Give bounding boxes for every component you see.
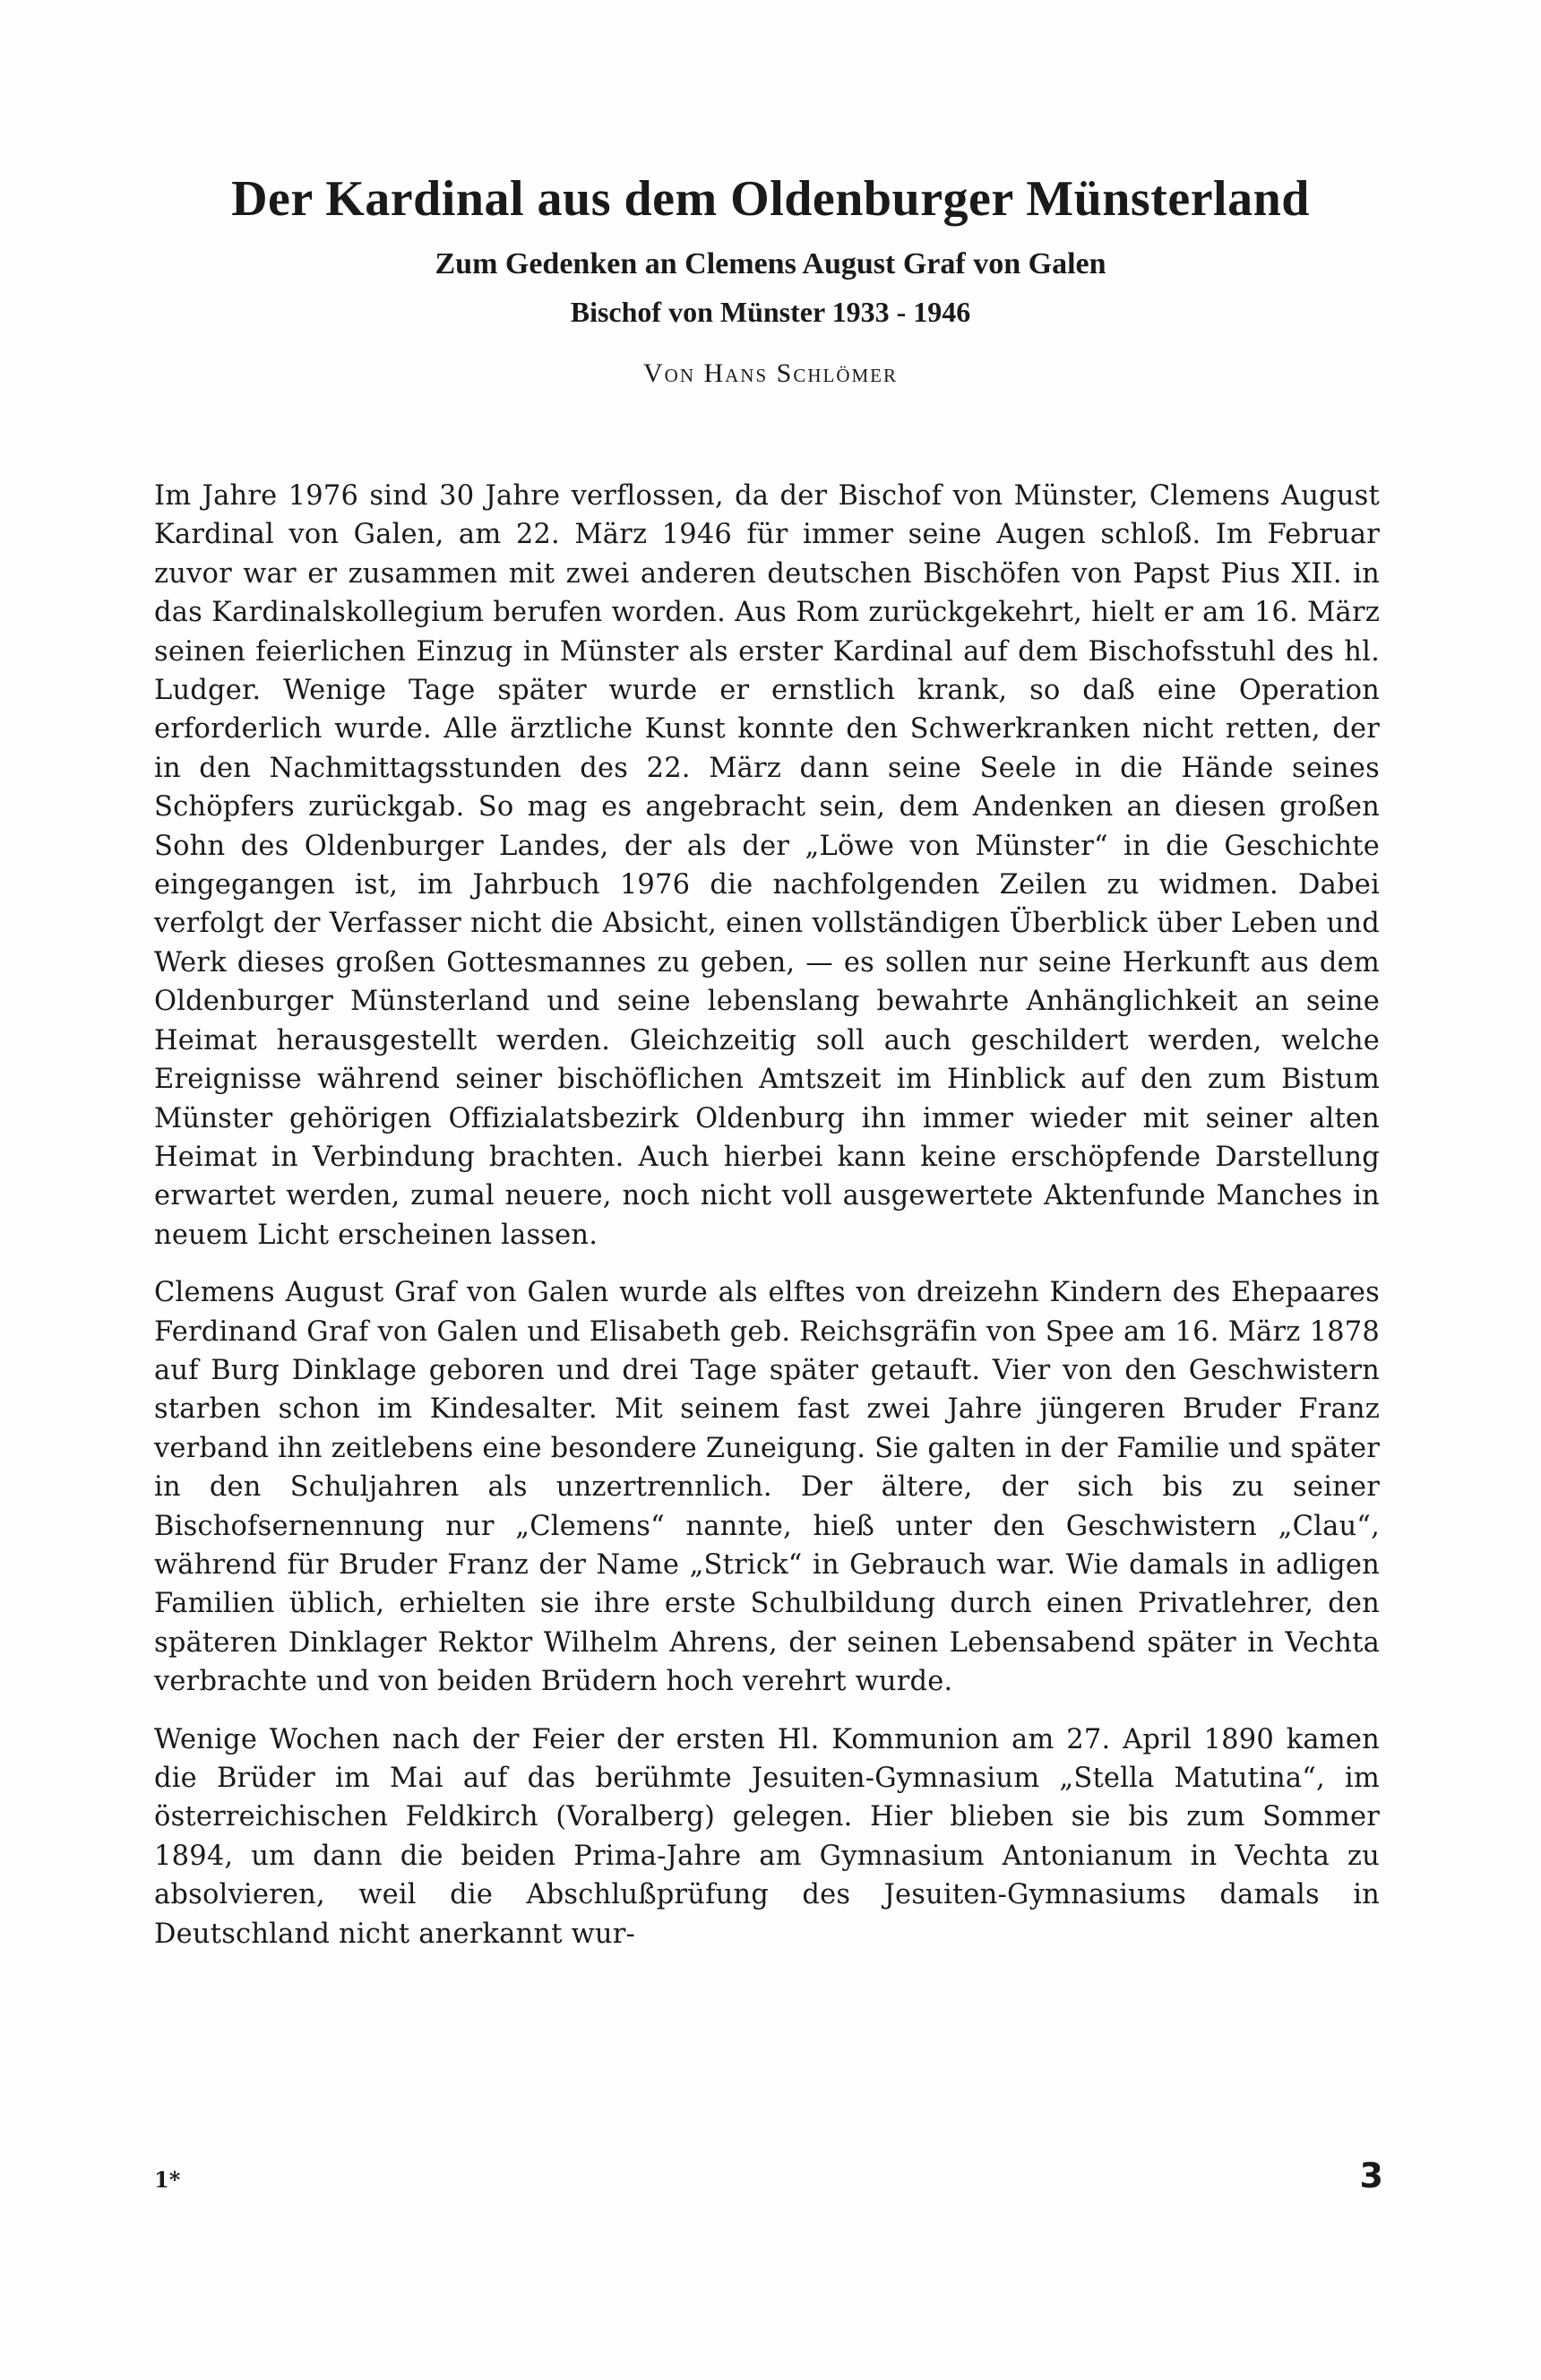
paragraph-1: Im Jahre 1976 sind 30 Jahre verflossen, da der Bischof von Münster, Clemens August Kardinal von Galen, am 22. März 1946 für immer seine Augen schloß. Im Februar zuvor war er zusammen mit zwei anderen deutschen Bischöfen von Papst Pius XII. in das Kardinalskollegium berufen worden. Aus Rom zurückgekehrt, hielt er am 16. März seinen feierlichen Einzug in Münster als erster Kardinal auf dem Bischofsstuhl des hl. Ludger. Wenige Tage später wurde er ernstlich krank, so daß eine Operation erforderlich wurde. Alle ärztliche Kunst konnte den Schwerkranken nicht retten, der in den Nachmittagsstunden des 22. März dann seine Seele in die Hände seines Schöpfers zurückgab. So mag es angebracht sein, dem Andenken an diesen großen Sohn des Oldenburger Landes, der als der „Löwe von Münster“ in die Geschichte eingegangen ist, im Jahrbuch 1976 die nachfolgenden Zeilen zu widmen. Dabei verfolgt der Verfasser nicht die Absicht, einen vollständigen Überblick über Leben und Werk dieses großen Gottesmannes zu geben, — es sollen nur seine Herkunft aus dem Oldenburger Münsterland und seine lebenslang bewahrte Anhänglichkeit an seine Heimat herausgestellt werden. Gleichzeitig soll auch geschildert werden, welche Ereignisse während seiner bischöflichen Amtszeit im Hinblick auf den zum Bistum Münster gehörigen Offizialatsbezirk Oldenburg ihn immer wieder mit seiner alten Heimat in Verbindung brachten. Auch hierbei kann keine erschöpfende Darstellung erwartet werden, zumal neuere, noch nicht voll ausgewertete Aktenfunde Manches in neuem Licht erscheinen lassen. — [154, 480, 1380, 1251]
paragraph-3: Wenige Wochen nach der Feier der ersten Hl. Kommunion am 27. April 1890 kamen die Brüder im Mai auf das berühmte Jesuiten-Gymnasium „Stella Matutina“, im österreichischen Feldkirch (Voralberg) gelegen. Hier blieben sie bis zum Sommer 1894, um dann die beiden Prima-Jahre am Gymnasium Antonianum in Vechta zu absolvieren, weil die Abschlußprüfung des Jesuiten-Gymnasiums damals in Deutschland nicht anerkannt wur- — [154, 1723, 1380, 1950]
paragraph-2: Clemens August Graf von Galen wurde als elftes von dreizehn Kindern des Ehepaares Ferdinand Graf von Galen und Elisabeth geb. Reichsgräfin von Spee am 16. März 1878 auf Burg Dinklage geboren und drei Tage später getauft. Vier von den Geschwistern starben schon im Kindesalter. Mit seinem fast zwei Jahre jüngeren Bruder Franz verband ihn zeitlebens eine besondere Zuneigung. Sie galten in der Familie und später in den Schuljahren als unzertrennlich. Der ältere, der sich bis zu seiner Bischofsernennung nur „Clemens“ nannte, hieß unter den Geschwistern „Clau“, während für Bruder Franz der Name „Strick“ in Gebrauch war. Wie damals in adligen Familien üblich, erhielten sie ihre erste Schulbildung durch einen Privatlehrer, den späteren Dinklager Rektor Wilhelm Ahrens, der seinen Lebensabend später in Vechta verbrachte und von beiden Brüdern hoch verehrt wurde. — [154, 1277, 1380, 1698]
page-number: 3 — [1359, 2156, 1383, 2195]
article-subtitle-dates: Bischof von Münster 1933 - 1946 — [570, 296, 971, 328]
article-subtitle: Zum Gedenken an Clemens August Graf von Galen — [435, 247, 1106, 280]
article-body — [154, 477, 1380, 1972]
signature-mark: 1* — [154, 2167, 181, 2193]
article-title: Der Kardinal aus dem Oldenburger Münsterland — [231, 171, 1310, 227]
article-author: Von Hans Schlömer — [642, 358, 899, 388]
